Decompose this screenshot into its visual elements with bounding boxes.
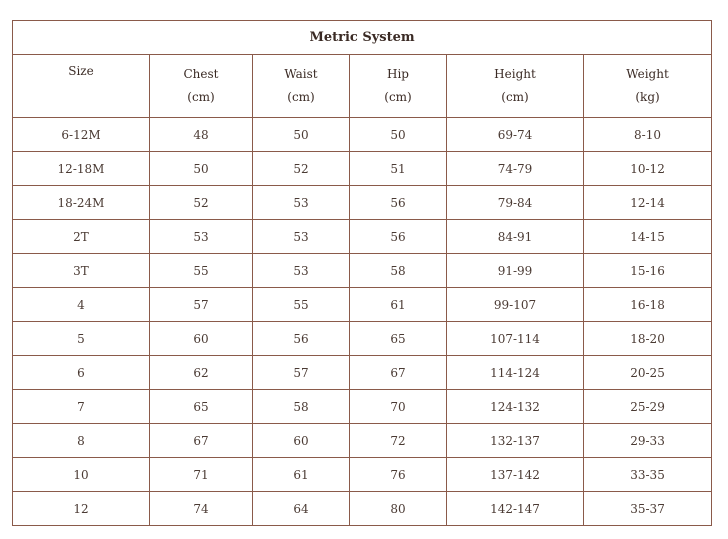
- column-header-waist: [253, 55, 350, 118]
- size-cell: 8: [13, 424, 150, 458]
- column-unit: (cm): [384, 90, 412, 104]
- measurement-cell: 72: [350, 424, 447, 458]
- measurement-cell: 15-16: [584, 254, 712, 288]
- table-row: [13, 356, 712, 390]
- table-title: Metric System: [13, 21, 712, 55]
- column-header-hip: [350, 55, 447, 118]
- measurement-cell: 52: [253, 152, 350, 186]
- measurement-cell: 57: [253, 356, 350, 390]
- table-body: [13, 118, 712, 526]
- measurement-cell: 99-107: [447, 288, 584, 322]
- measurement-cell: 10-12: [584, 152, 712, 186]
- size-cell: 12-18M: [13, 152, 150, 186]
- measurement-cell: 60: [253, 424, 350, 458]
- table-row: [13, 288, 712, 322]
- measurement-cell: 50: [350, 118, 447, 152]
- table-row: [13, 322, 712, 356]
- measurement-cell: 74: [150, 492, 253, 526]
- column-label: Hip: [387, 67, 409, 81]
- header-row: [13, 55, 712, 118]
- measurement-cell: 137-142: [447, 458, 584, 492]
- size-cell: 2T: [13, 220, 150, 254]
- table-row: [13, 152, 712, 186]
- column-unit: (cm): [501, 90, 529, 104]
- measurement-cell: 56: [253, 322, 350, 356]
- measurement-cell: 55: [253, 288, 350, 322]
- size-cell: 3T: [13, 254, 150, 288]
- measurement-cell: 58: [350, 254, 447, 288]
- column-unit: (kg): [635, 90, 660, 104]
- table-row: [13, 186, 712, 220]
- measurement-cell: 50: [253, 118, 350, 152]
- column-label: Height: [494, 67, 536, 81]
- table-row: [13, 118, 712, 152]
- measurement-cell: 62: [150, 356, 253, 390]
- column-header-chest: [150, 55, 253, 118]
- table-row: [13, 220, 712, 254]
- table-row: [13, 424, 712, 458]
- column-header-weight: [584, 55, 712, 118]
- measurement-cell: 61: [253, 458, 350, 492]
- measurement-cell: 56: [350, 186, 447, 220]
- measurement-cell: 80: [350, 492, 447, 526]
- title-row: [13, 21, 712, 55]
- table-row: [13, 458, 712, 492]
- measurement-cell: 50: [150, 152, 253, 186]
- measurement-cell: 35-37: [584, 492, 712, 526]
- measurement-cell: 132-137: [447, 424, 584, 458]
- measurement-cell: 65: [150, 390, 253, 424]
- measurement-cell: 61: [350, 288, 447, 322]
- measurement-cell: 107-114: [447, 322, 584, 356]
- column-header-height: [447, 55, 584, 118]
- size-chart-table: [12, 20, 712, 526]
- measurement-cell: 84-91: [447, 220, 584, 254]
- measurement-cell: 29-33: [584, 424, 712, 458]
- size-cell: 4: [13, 288, 150, 322]
- measurement-cell: 14-15: [584, 220, 712, 254]
- measurement-cell: 79-84: [447, 186, 584, 220]
- measurement-cell: 57: [150, 288, 253, 322]
- measurement-cell: 124-132: [447, 390, 584, 424]
- measurement-cell: 16-18: [584, 288, 712, 322]
- measurement-cell: 67: [350, 356, 447, 390]
- size-cell: 6-12M: [13, 118, 150, 152]
- measurement-cell: 60: [150, 322, 253, 356]
- measurement-cell: 12-14: [584, 186, 712, 220]
- table-row: [13, 492, 712, 526]
- measurement-cell: 67: [150, 424, 253, 458]
- size-cell: 12: [13, 492, 150, 526]
- measurement-cell: 142-147: [447, 492, 584, 526]
- size-cell: 7: [13, 390, 150, 424]
- table-row: [13, 390, 712, 424]
- size-cell: 6: [13, 356, 150, 390]
- measurement-cell: 53: [253, 186, 350, 220]
- measurement-cell: 56: [350, 220, 447, 254]
- measurement-cell: 65: [350, 322, 447, 356]
- measurement-cell: 91-99: [447, 254, 584, 288]
- measurement-cell: 64: [253, 492, 350, 526]
- measurement-cell: 20-25: [584, 356, 712, 390]
- size-cell: 18-24M: [13, 186, 150, 220]
- measurement-cell: 55: [150, 254, 253, 288]
- measurement-cell: 53: [253, 220, 350, 254]
- measurement-cell: 114-124: [447, 356, 584, 390]
- size-cell: 5: [13, 322, 150, 356]
- measurement-cell: 53: [253, 254, 350, 288]
- measurement-cell: 51: [350, 152, 447, 186]
- measurement-cell: 52: [150, 186, 253, 220]
- measurement-cell: 25-29: [584, 390, 712, 424]
- column-label: Chest: [183, 67, 219, 81]
- measurement-cell: 58: [253, 390, 350, 424]
- measurement-cell: 48: [150, 118, 253, 152]
- measurement-cell: 71: [150, 458, 253, 492]
- measurement-cell: 70: [350, 390, 447, 424]
- measurement-cell: 18-20: [584, 322, 712, 356]
- column-label: Size: [68, 64, 94, 78]
- column-unit: (cm): [187, 90, 215, 104]
- column-header-size: [13, 55, 150, 118]
- column-label: Weight: [626, 67, 669, 81]
- size-cell: 10: [13, 458, 150, 492]
- measurement-cell: 69-74: [447, 118, 584, 152]
- measurement-cell: 8-10: [584, 118, 712, 152]
- column-unit: (cm): [287, 90, 315, 104]
- table-row: [13, 254, 712, 288]
- measurement-cell: 33-35: [584, 458, 712, 492]
- measurement-cell: 76: [350, 458, 447, 492]
- column-label: Waist: [284, 67, 318, 81]
- measurement-cell: 74-79: [447, 152, 584, 186]
- measurement-cell: 53: [150, 220, 253, 254]
